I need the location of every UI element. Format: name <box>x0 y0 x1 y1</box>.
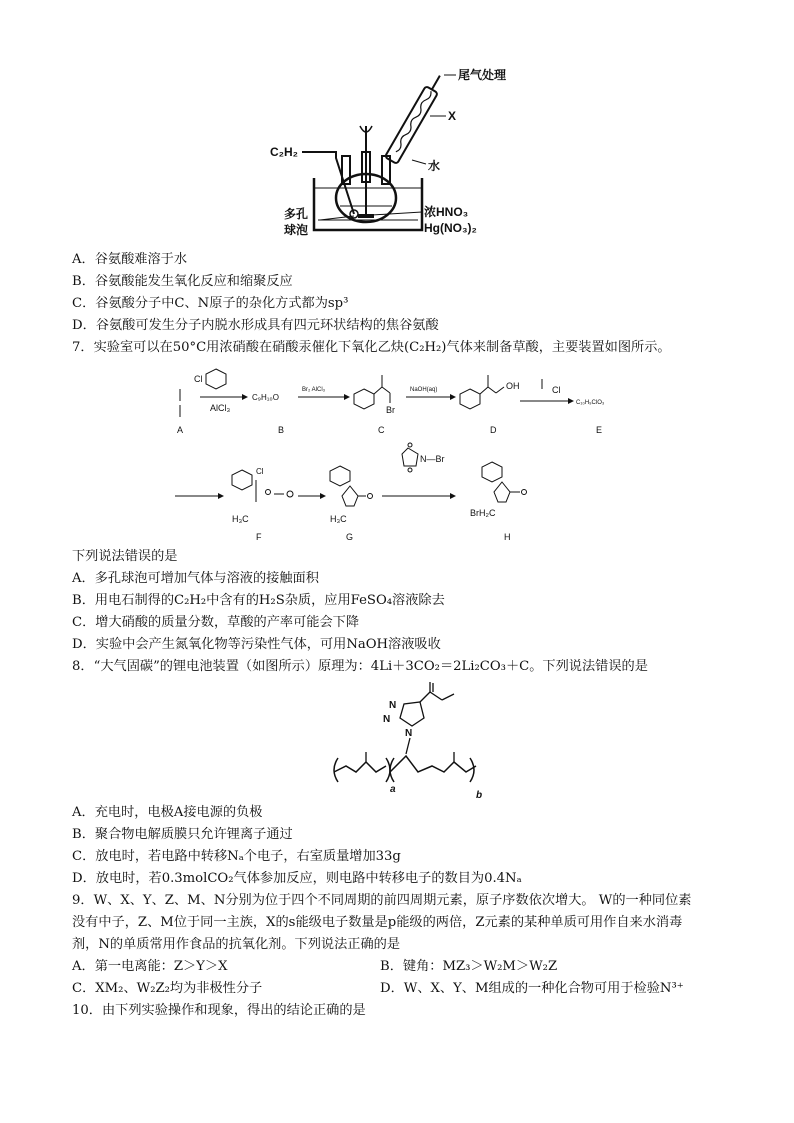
scheme-br: Br <box>386 405 395 415</box>
scheme-alcl3: AlCl₃ <box>210 403 231 413</box>
q6-option-b: B．谷氨酸能发生氧化反应和缩聚反应 <box>72 274 293 289</box>
label-tail-gas: 尾气处理 <box>458 68 507 82</box>
q8-option-b: B．聚合物电解质膜只允许锂离子通过 <box>72 827 293 842</box>
q9-option-a: A．第一电离能：Z＞Y＞X <box>72 959 228 974</box>
label-porous-1: 多孔 <box>284 207 309 221</box>
svg-text:N: N <box>383 714 391 725</box>
polymer-figure <box>320 680 490 802</box>
q7-option-c: C．增大硝酸的质量分数，草酸的产率可能会下降 <box>72 615 360 630</box>
scheme-oh: OH <box>506 381 520 391</box>
q7-option-d: D．实验中会产生氮氧化物等污染性气体，可用NaOH溶液吸收 <box>72 637 441 652</box>
scheme-label-e: E <box>596 425 603 435</box>
scheme-b-formula: C₉H₁₀O <box>252 393 279 402</box>
label-x: X <box>448 109 457 123</box>
scheme-cl-2: Cl <box>552 385 561 395</box>
scheme-h3c-g: H₃C <box>330 514 347 524</box>
synthesis-scheme-row1 <box>160 365 630 435</box>
label-c2h2: C₂H₂ <box>270 145 298 159</box>
scheme-label-b: B <box>278 425 285 435</box>
q9-option-c: C．XM₂、W₂Z₂均为非极性分子 <box>72 981 263 996</box>
q6-option-c: C．谷氨酸分子中C、N原子的杂化方式都为sp³ <box>72 296 349 311</box>
scheme-label-h: H <box>504 532 511 542</box>
q6-option-a: A．谷氨酸难溶于水 <box>72 252 188 267</box>
q7-option-b: B．用电石制得的C₂H₂中含有的H₂S杂质，应用FeSO₄溶液除去 <box>72 593 445 608</box>
q7-option-a: A．多孔球泡可增加气体与溶液的接触面积 <box>72 571 319 586</box>
q9-stem-line2: 没有中子，Z、M位于同一主族，X的s能级电子数量是p能级的两倍，Z元素的某种单质可用作自来水消毒 <box>72 915 683 930</box>
q8-stem: 8．“大气固碳”的锂电池装置（如图所示）原理为：4Li＋3CO₂＝2Li₂CO₃＋C。下列说法错误的是 <box>72 659 648 674</box>
svg-text:N: N <box>389 700 397 711</box>
scheme-label-a: A <box>177 425 184 435</box>
q7-stem: 7．实验室可以在50°C用浓硝酸在硝酸汞催化下氧化乙炔(C₂H₂)气体来制备草酸，主要装置如图所示。 <box>72 340 671 355</box>
q8-option-a: A．充电时，电极A接电源的负极 <box>72 805 263 820</box>
svg-text:N: N <box>405 728 413 739</box>
scheme-label-d: D <box>490 425 497 435</box>
label-hno3: 浓HNO₃ <box>424 205 469 219</box>
q9-option-b: B．键角：MZ₃＞W₂M＞W₂Z <box>380 959 558 974</box>
scheme-cl-1: Cl <box>194 374 203 384</box>
label-porous-2: 球泡 <box>284 223 309 237</box>
q7-question: 下列说法错误的是 <box>72 549 178 564</box>
q8-option-c: C．放电时，若电路中转移Nₐ个电子，右室质量增加33g <box>72 849 401 864</box>
scheme-naoh: NaOH(aq) <box>410 387 438 393</box>
scheme-br-reagent: Br₂ AlCl₃ <box>302 387 326 393</box>
label-water: 水 <box>428 159 441 173</box>
label-hgno3: Hg(NO₃)₂ <box>424 221 477 235</box>
q9-option-d: D．W、X、Y、M组成的一种化合物可用于检验N³⁺ <box>380 981 684 996</box>
scheme-nbs-br: N—Br <box>420 454 445 464</box>
scheme-f-cl: Cl <box>256 467 264 476</box>
scheme-label-g: G <box>346 532 354 542</box>
scheme-label-f: F <box>256 532 262 542</box>
synthesis-scheme-row2 <box>170 440 560 545</box>
q9-stem-line1: 9．W、X、Y、Z、M、N分别为位于四个不同周期的前四周期元素，原子序数依次增大。 W的一种同位素 <box>72 893 692 908</box>
scheme-brh2c: BrH₂C <box>470 508 496 518</box>
q10-stem: 10．由下列实验操作和现象，得出的结论正确的是 <box>72 1003 366 1018</box>
scheme-e-formula: C₁₀H₉ClO₃ <box>576 400 605 406</box>
q8-option-d: D．放电时，若0.3molCO₂气体参加反应，则电路中转移电子的数目为0.4Nₐ <box>72 871 522 886</box>
scheme-h3c-f: H₃C <box>232 514 249 524</box>
q6-option-d: D．谷氨酸可发生分子内脱水形成具有四元环状结构的焦谷氨酸 <box>72 318 439 333</box>
scheme-label-c: C <box>378 425 385 435</box>
apparatus-figure <box>262 60 562 245</box>
q9-stem-line3: 剂，N的单质常用作食品的抗氧化剂。下列说法正确的是 <box>72 937 401 952</box>
polymer-label-a: a <box>390 784 396 795</box>
polymer-label-b: b <box>476 790 483 801</box>
